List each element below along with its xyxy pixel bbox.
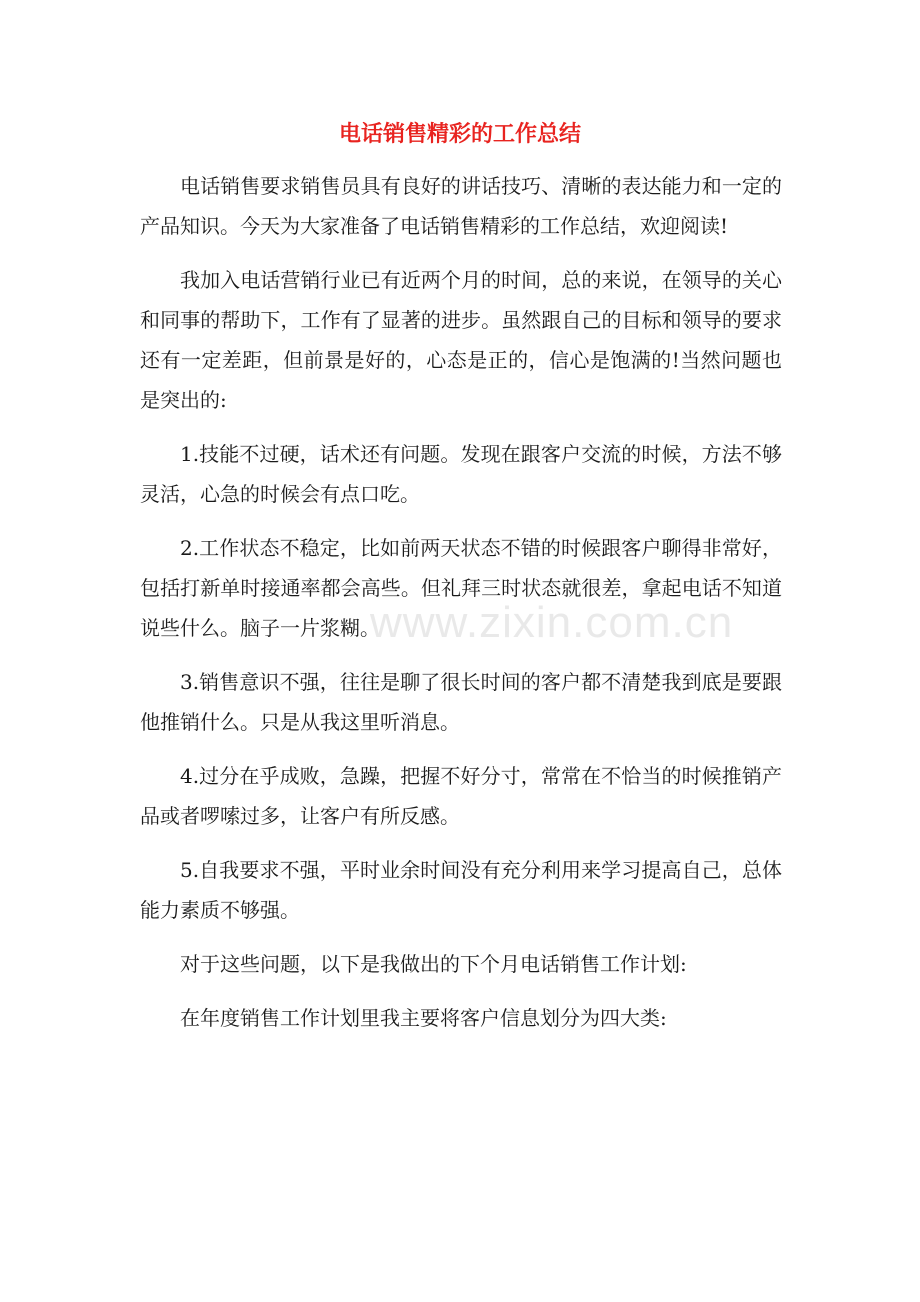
paragraph-issue-5: 5.自我要求不强，平时业余时间没有充分利用来学习提高自己，总体能力素质不够强。 xyxy=(140,858,782,922)
paragraph-issue-2: 2.工作状态不稳定，比如前两天状态不错的时候跟客户聊得非常好，包括打新单时接通率都会高些。但礼拜三时状态就很差，拿起电话不知道说些什么。脑子一片浆糊。 xyxy=(140,536,782,640)
document-title: 电话销售精彩的工作总结 xyxy=(338,121,581,147)
document-body xyxy=(140,166,782,1052)
paragraph-issue-1: 1.技能不过硬，话术还有问题。发现在跟客户交流的时候，方法不够灵活，心急的时候会有点口吃。 xyxy=(140,442,782,506)
watermark: www.zixin.com.cn xyxy=(370,598,734,647)
paragraph-overview: 我加入电话营销行业已有近两个月的时间，总的来说，在领导的关心和同事的帮助下，工作有了显著的进步。虽然跟自己的目标和领导的要求还有一定差距，但前景是好的，心态是正的，信心是饱满的!当然问题也是突出的: xyxy=(140,268,782,412)
paragraph-plan-intro: 对于这些问题，以下是我做出的下个月电话销售工作计划: xyxy=(180,952,687,976)
paragraph-issue-4: 4.过分在乎成败，急躁，把握不好分寸，常常在不恰当的时候推销产品或者啰嗦过多，让客户有所反感。 xyxy=(140,764,782,828)
paragraph-issue-3: 3.销售意识不强，往往是聊了很长时间的客户都不清楚我到底是要跟他推销什么。只是从我这里听消息。 xyxy=(140,670,782,734)
paragraph-plan-categories: 在年度销售工作计划里我主要将客户信息划分为四大类: xyxy=(180,1006,667,1030)
paragraph-intro: 电话销售要求销售员具有良好的讲话技巧、清晰的表达能力和一定的产品知识。今天为大家准备了电话销售精彩的工作总结，欢迎阅读! xyxy=(140,174,782,238)
